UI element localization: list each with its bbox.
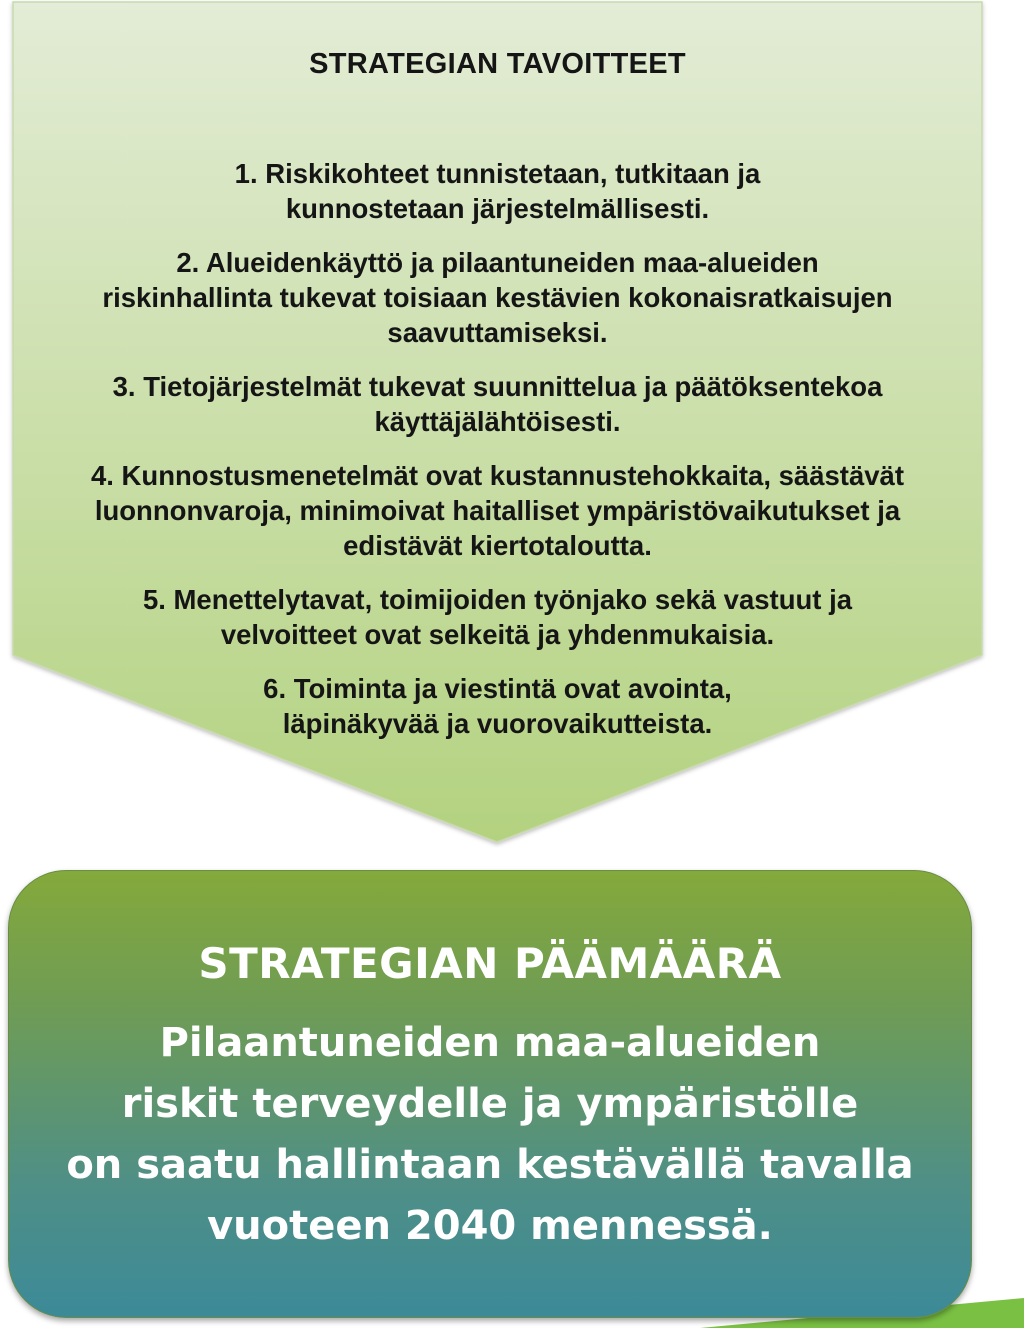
goal-item: 4. Kunnostusmenetelmät ovat kustannustehokkaita, säästävät luonnonvaroja, minimoivat haitalliset ympäristövaikutukset ja edistävät kiertotaloutta.: [90, 460, 905, 561]
goal-heading: STRATEGIAN PÄÄMÄÄRÄ: [198, 939, 782, 988]
goal-text: Pilaantuneiden maa-alueiden riskit terveydelle ja ympäristölle on saatu hallintaan kestävällä tavalla vuoteen 2040 mennessä.: [66, 1020, 914, 1249]
goal-item: 2. Alueidenkäyttö ja pilaantuneiden maa-alueiden riskinhallinta tukevat toisiaan kestävien kokonaisratkaisujen saavuttamiseksi.: [102, 247, 893, 348]
goal-item: 5. Menettelytavat, toimijoiden työnjako sekä vastuut ja velvoitteet ovat selkeitä ja yhdenmukaisia.: [142, 584, 853, 650]
goals-title: STRATEGIAN TAVOITTEET: [309, 48, 686, 80]
goals-section: [20, 0, 975, 840]
goals-list: [20, 156, 975, 760]
goal-box: [8, 870, 972, 1318]
goal-item: 3. Tietojärjestelmät tukevat suunnittelua ja päätöksentekoa käyttäjälähtöisesti.: [112, 371, 883, 437]
goal-item: 6. Toiminta ja viestintä ovat avointa, läpinäkyvää ja vuorovaikutteista.: [263, 673, 732, 739]
goal-item: 1. Riskikohteet tunnistetaan, tutkitaan ja kunnostetaan järjestelmällisesti.: [234, 158, 761, 224]
